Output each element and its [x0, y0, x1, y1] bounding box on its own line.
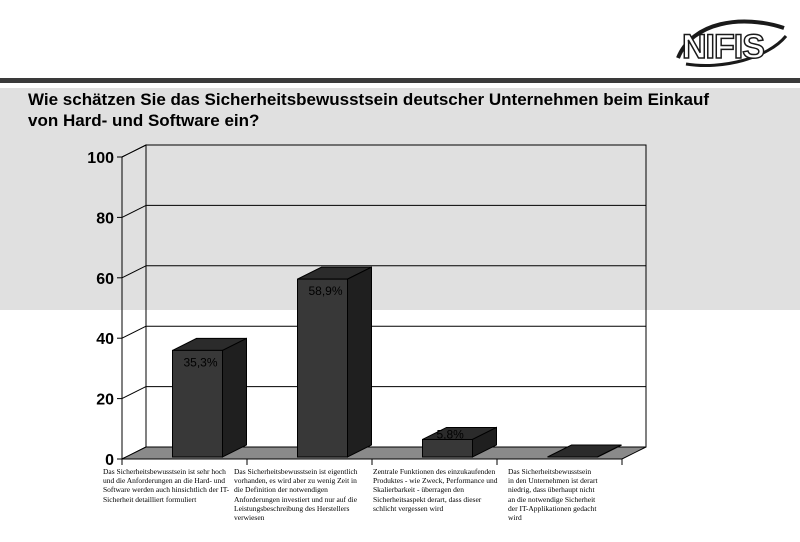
y-tick-label: 20 [96, 391, 114, 409]
logo-text: NIFIS [682, 28, 764, 66]
data-label: 58,9% [308, 284, 343, 299]
category-label: Das Sicherheitsbewusstsein in den Unternehmen ist derart niedrig, dass überhaupt nicht an die notwendige Sicherheit der IT-Applikationen gedacht wird [508, 467, 598, 523]
bar-side [223, 338, 247, 457]
category-label: Das Sicherheitsbewusstsein ist sehr hoch und die Anforderungen an die Hard- und Software werden auch hinsichtlich der IT-Sicherheit detailliert formuliert [103, 467, 230, 504]
data-label: 35,3% [183, 355, 218, 370]
chart-side-wall [122, 145, 146, 459]
bar [298, 279, 348, 457]
y-tick-label: 60 [96, 270, 114, 288]
gridline-side [122, 205, 146, 217]
y-tick-label: 0 [105, 452, 114, 469]
bar-side [348, 267, 372, 457]
y-tick-label: 100 [87, 150, 114, 167]
y-tick-label: 40 [96, 331, 114, 349]
data-label: 5,8% [436, 427, 464, 442]
gridline-side [122, 387, 146, 399]
category-label: Das Sicherheitsbewusstsein ist eigentlich vorhanden, es wird aber zu wenig Zeit in die Definition der notwendigen Anforderungen investiert und nur auf die Leistungsbeschreibung des Herstellers verwiesen [234, 467, 358, 523]
bar [423, 439, 473, 457]
gridline-side [122, 145, 146, 157]
y-tick-label: 80 [96, 210, 114, 228]
gridline-side [122, 326, 146, 338]
gridline-side [122, 266, 146, 278]
page-title: Wie schätzen Sie das Sicherheitsbewusstsein deutscher Unternehmen beim Einkauf von Hard- und Software ein? [28, 90, 709, 130]
category-label: Zentrale Funktionen des einzukaufenden Produktes - wie Zweck, Performance und Skalierbarkeit - überragen den Sicherheitsaspekt derart, dass dieser schlicht vergessen wird [373, 467, 498, 513]
